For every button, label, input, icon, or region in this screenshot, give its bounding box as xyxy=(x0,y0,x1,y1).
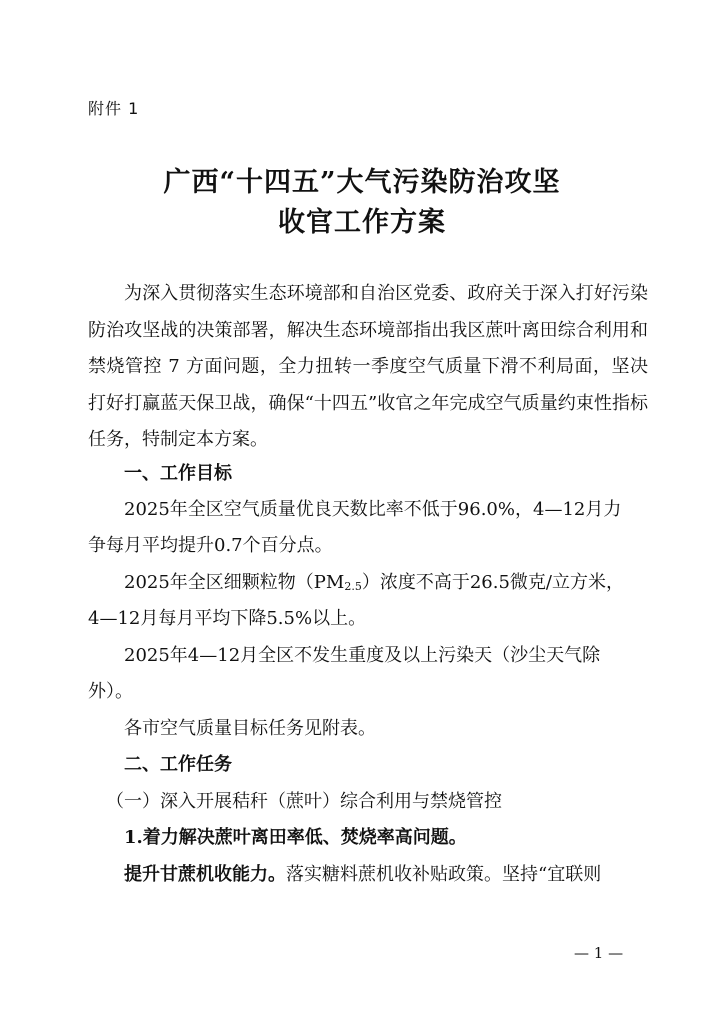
subsection1-heading: （一）深入开展秸秆（蔗叶）综合利用与禁烧管控 xyxy=(106,791,502,812)
goal2-line1 xyxy=(88,565,648,601)
section2-heading: 二、工作任务 xyxy=(124,754,232,775)
goal2-line2: 4—12月每月平均下降5.5%以上。 xyxy=(88,608,367,629)
intro-paragraph: 为深入贯彻落实生态环境部和自治区党委、政府关于深入打好污染防治攻坚战的决策部署，解决生态环境部指出我区蔗叶离田综合利用和禁烧管控 7 方面问题，全力扭转一季度空气质量下滑不利局面，坚决打好打赢蓝天保卫战，确保“十四五”收官之年完成空气质量约束性指标任务，特制定本方案。 xyxy=(88,283,648,451)
goal3-line2: 外）。 xyxy=(88,681,133,702)
section1-heading: 一、工作目标 xyxy=(124,463,232,484)
pm25-subscript: 2.5 xyxy=(344,580,362,593)
item1-lead: 提升甘蔗机收能力。 xyxy=(124,864,286,885)
item1-text: 落实糖料蔗机收补贴政策。坚持“宜联则 xyxy=(286,864,602,885)
attachment-label: 附件 1 xyxy=(88,99,140,118)
goal2-suffix: ）浓度不高于26.5微克/立方米， xyxy=(361,572,625,593)
document-title-line1: 广西“十四五”大气污染防治攻坚 xyxy=(163,167,561,198)
item1-text-line xyxy=(88,857,648,893)
goal2-prefix: 2025年全区细颗粒物（PM xyxy=(124,572,345,593)
goal1-line1: 2025年全区空气质量优良天数比率不低于96.0%，4—12月力 xyxy=(124,499,622,520)
goal4-line: 各市空气质量目标任务见附表。 xyxy=(124,718,376,739)
document-title-line2: 收官工作方案 xyxy=(278,207,446,238)
page-number: — 1 — xyxy=(574,944,624,962)
goal3-line1: 2025年4—12月全区不发生重度及以上污染天（沙尘天气除 xyxy=(124,645,601,666)
goal1-line2: 争每月平均提升0.7个百分点。 xyxy=(88,535,333,556)
item1-heading: 1.着力解决蔗叶离田率低、焚烧率高问题。 xyxy=(124,827,467,848)
